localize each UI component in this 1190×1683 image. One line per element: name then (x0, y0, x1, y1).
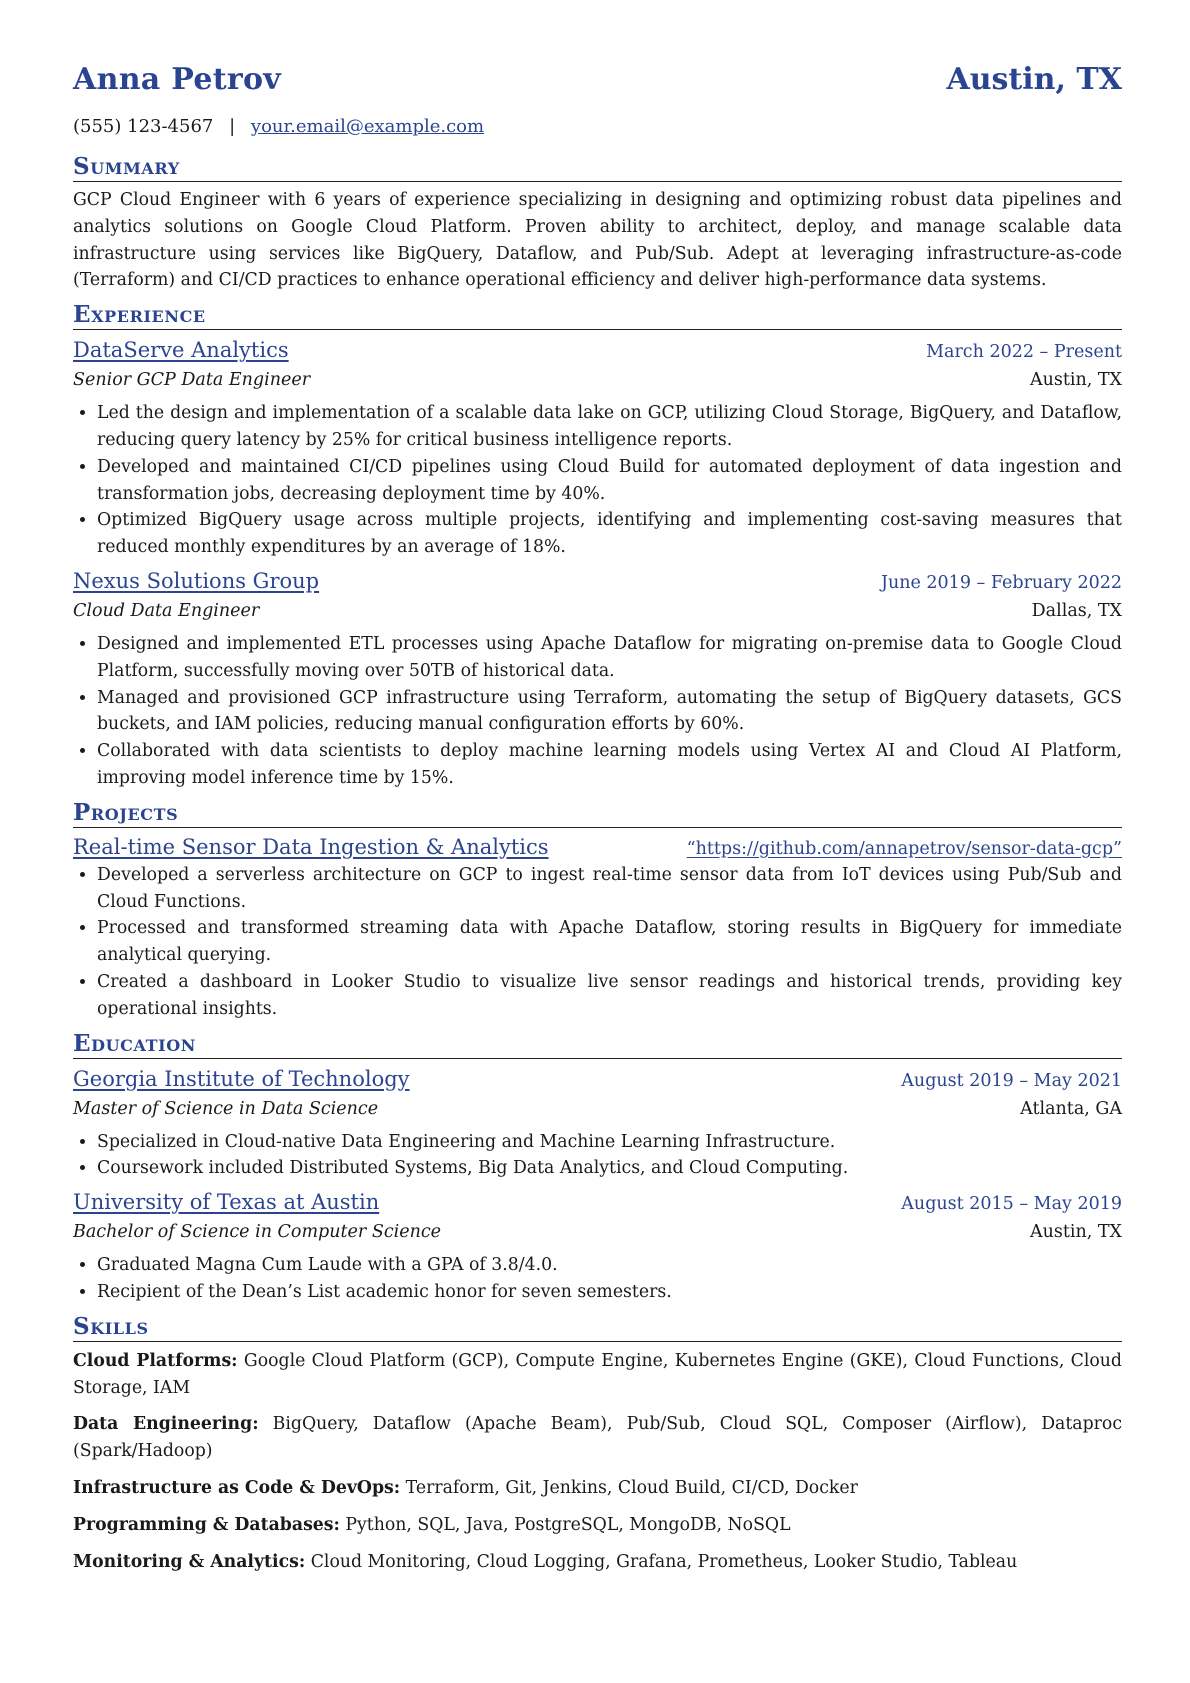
school-bullets (73, 1252, 1122, 1306)
section-title-projects: Projects (73, 800, 1122, 828)
school-dates: August 2019 – May 2021 (901, 1070, 1122, 1091)
skill-label: Monitoring & Analytics: (73, 1551, 306, 1572)
education-section (73, 1031, 1122, 1306)
section-title-skills: Skills (73, 1314, 1122, 1342)
skill-value: Cloud Monitoring, Cloud Logging, Grafana, Prometheus, Looker Studio, Tableau (310, 1551, 1018, 1572)
section-title-experience: Experience (73, 302, 1122, 330)
skill-label: Data Engineering: (73, 1414, 259, 1435)
job-entry (73, 567, 1122, 792)
bullet-item: • Recipient of the Dean’s List academic honor for seven semesters. (97, 1279, 1122, 1306)
header-location: Austin, TX (946, 62, 1122, 97)
job-entry (73, 336, 1122, 561)
bullet-item: • Optimized BigQuery usage across multiple projects, identifying and implementing cost-saving measures that reduced monthly expenditures by an average of 18%. (97, 507, 1122, 561)
school-dates: August 2015 – May 2019 (901, 1194, 1122, 1215)
skill-label: Programming & Databases: (73, 1514, 340, 1535)
school-entry (73, 1065, 1122, 1183)
job-dates: March 2022 – Present (926, 342, 1122, 363)
summary-section (73, 154, 1122, 294)
bullet-item: • Graduated Magna Cum Laude with a GPA of 3.8/4.0. (97, 1252, 1122, 1279)
skill-value: Google Cloud Platform (GCP), Compute Engine, Kubernetes Engine (GKE), Cloud Functions, Cloud Storage, IAM (73, 1350, 1122, 1398)
projects-section (73, 800, 1122, 1023)
project-link[interactable]: “https://github.com/annapetrov/sensor-data-gcp” (686, 838, 1122, 859)
project-name[interactable]: Real-time Sensor Data Ingestion & Analytics (73, 834, 549, 859)
project-entry (73, 834, 1122, 1023)
job-bullets (73, 631, 1122, 792)
job-dates: June 2019 – February 2022 (880, 572, 1122, 593)
school-name[interactable]: Georgia Institute of Technology (73, 1066, 410, 1091)
skill-label: Cloud Platforms: (73, 1350, 238, 1371)
summary-text: GCP Cloud Engineer with 6 years of experience specializing in designing and optimizing robust data pipelines and analytics solutions on Google Cloud Platform. Proven ability to architect, deploy, and manage scalable data infrastructure using services like BigQuery, Dataflow, and Pub/Sub. Adept at leveraging infrastructure-as-code (Terraform) and CI/CD practices to enhance operational efficiency and deliver high-performance data systems. (73, 190, 1122, 291)
bullet-item: • Created a dashboard in Looker Studio to visualize live sensor readings and historical trends, providing key operational insights. (97, 969, 1122, 1023)
school-location: Atlanta, GA (1020, 1098, 1122, 1119)
bullet-item: • Coursework included Distributed Systems, Big Data Analytics, and Cloud Computing. (97, 1155, 1122, 1182)
skill-group (73, 1549, 1122, 1576)
header (73, 62, 1122, 110)
bullet-item: • Specialized in Cloud-native Data Engineering and Machine Learning Infrastructure. (97, 1129, 1122, 1156)
skill-value: Python, SQL, Java, PostgreSQL, MongoDB, NoSQL (345, 1514, 791, 1535)
job-title: Cloud Data Engineer (73, 600, 260, 621)
bullet-item: • Processed and transformed streaming data with Apache Dataflow, storing results in BigQuery for immediate analytical querying. (97, 915, 1122, 969)
bullet-item: • Developed and maintained CI/CD pipelines using Cloud Build for automated deployment of data ingestion and transformation jobs, decreasing deployment time by 40%. (97, 454, 1122, 508)
bullet-item: • Designed and implemented ETL processes using Apache Dataflow for migrating on-premise data to Google Cloud Platform, successfully moving over 50TB of historical data. (97, 631, 1122, 685)
school-name[interactable]: University of Texas at Austin (73, 1190, 380, 1215)
school-bullets (73, 1129, 1122, 1183)
job-location: Austin, TX (1029, 370, 1122, 391)
company-name[interactable]: DataServe Analytics (73, 338, 289, 363)
skill-group (73, 1348, 1122, 1402)
bullet-item: • Collaborated with data scientists to deploy machine learning models using Vertex AI and Cloud AI Platform, improving model inference time by 15%. (97, 738, 1122, 792)
skill-group (73, 1475, 1122, 1502)
skill-value: Terraform, Git, Jenkins, Cloud Build, CI/CD, Docker (405, 1477, 858, 1498)
contact-line (73, 116, 1122, 146)
job-title: Senior GCP Data Engineer (73, 370, 311, 391)
skill-value: BigQuery, Dataflow (Apache Beam), Pub/Sub, Cloud SQL, Composer (Airflow), Dataproc (Spark/Hadoop) (73, 1414, 1123, 1462)
bullet-item: • Led the design and implementation of a scalable data lake on GCP, utilizing Cloud Storage, BigQuery, and Dataflow, reducing query latency by 25% for critical business intelligence reports. (97, 400, 1122, 454)
company-name[interactable]: Nexus Solutions Group (73, 568, 320, 593)
school-location: Austin, TX (1029, 1222, 1122, 1243)
skill-group (73, 1512, 1122, 1539)
degree: Master of Science in Data Science (73, 1098, 379, 1119)
degree: Bachelor of Science in Computer Science (73, 1222, 442, 1243)
job-bullets (73, 400, 1122, 561)
contact-separator: | (229, 116, 236, 137)
experience-section (73, 302, 1122, 792)
school-entry (73, 1188, 1122, 1306)
section-title-summary: Summary (73, 154, 1122, 182)
email-link[interactable]: your.email@example.com (250, 116, 485, 137)
candidate-name: Anna Petrov (73, 62, 282, 97)
bullet-item: • Developed a serverless architecture on GCP to ingest real-time sensor data from IoT devices using Pub/Sub and Cloud Functions. (97, 862, 1122, 916)
bullet-item: • Managed and provisioned GCP infrastructure using Terraform, automating the setup of BigQuery datasets, GCS buckets, and IAM policies, reducing manual configuration efforts by 60%. (97, 685, 1122, 739)
skill-group (73, 1411, 1122, 1465)
skill-label: Infrastructure as Code & DevOps: (73, 1477, 401, 1498)
section-title-education: Education (73, 1031, 1122, 1059)
skills-section (73, 1314, 1122, 1576)
phone-number: (555) 123-4567 (73, 116, 214, 137)
project-bullets (73, 862, 1122, 1023)
job-location: Dallas, TX (1031, 600, 1122, 621)
